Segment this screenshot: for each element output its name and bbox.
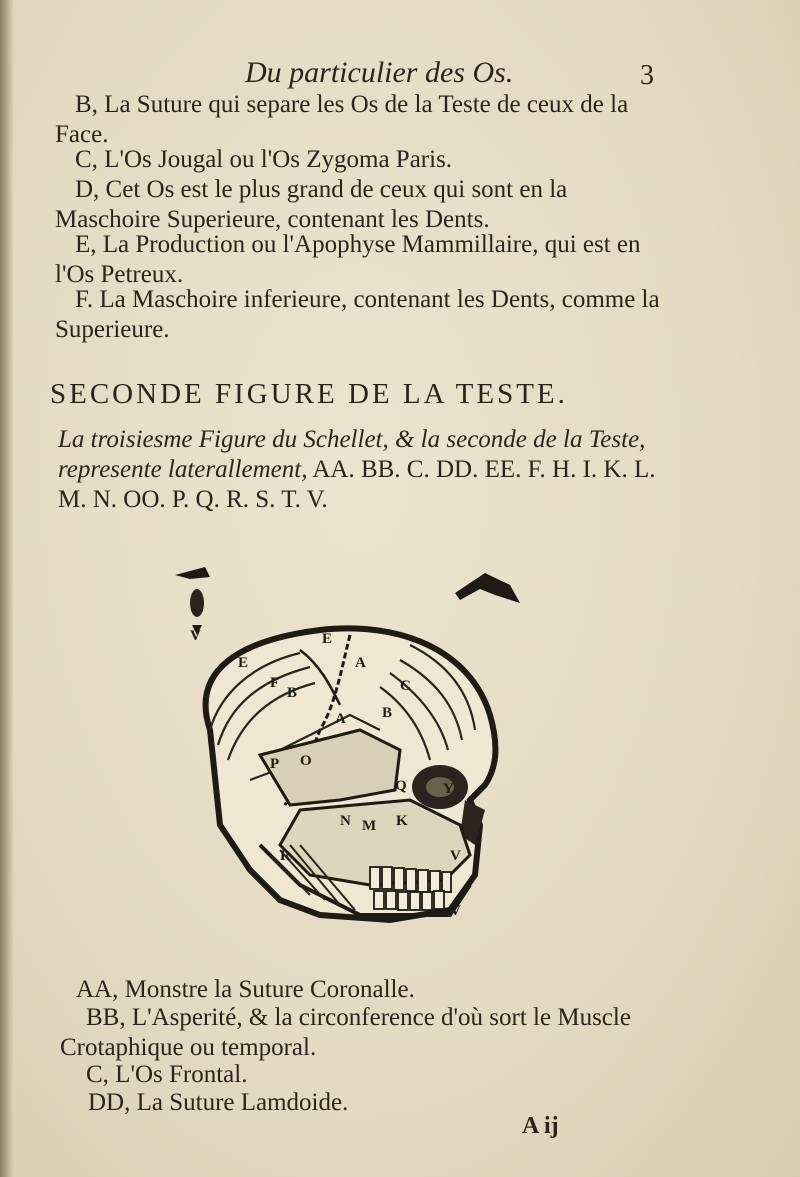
figure-label-e: E (322, 631, 333, 647)
figure-label-b: B (382, 705, 393, 721)
teeth (370, 867, 451, 910)
skull-illustration (150, 555, 540, 940)
figure-label-e: E (238, 655, 249, 671)
signature-mark: A ij (522, 1113, 559, 1139)
figure-label-a: A (335, 711, 346, 727)
figure-label-v: V (450, 903, 461, 919)
figure-label-r: R (280, 848, 291, 864)
figure-label-p: P (270, 756, 280, 772)
entry-e: E, La Production ou l'Apophyse Mammillaire, qui est en l'Os Petreux. (55, 231, 641, 288)
figure-label-a: A (355, 655, 366, 671)
legend-c: C, L'Os Frontal. (86, 1061, 248, 1088)
running-title: Du particulier des Os. (245, 56, 514, 89)
entry-f: F. La Maschoire inferieure, contenant les Dents, comme la Superieure. (55, 286, 660, 343)
figure-label-n: N (340, 813, 351, 829)
legend-bb: BB, L'Asperité, & la circonference d'où sort le Muscle Crotaphique ou temporal. (60, 1004, 631, 1061)
detached-ossicle-right (455, 573, 520, 603)
figure-label-f: F (270, 675, 280, 691)
skull-woodcut-figure (150, 555, 540, 940)
figure-label-o: O (300, 753, 312, 769)
figure-intro (58, 425, 663, 515)
figure-label-b: B (287, 685, 298, 701)
figure-label-y: Y (443, 781, 454, 797)
figure-label-v: V (190, 628, 201, 644)
detached-ossicle-left (175, 567, 210, 635)
entry-b: B, La Suture qui separe les Os de la Teste de ceux de la Face. (55, 91, 629, 148)
legend-aa: AA, Monstre la Suture Coronalle. (76, 976, 415, 1003)
entry-c: C, L'Os Jougal ou l'Os Zygoma Paris. (75, 146, 453, 173)
figure-label-c: C (400, 678, 411, 694)
figure-label-m: M (362, 818, 377, 834)
figure-label-q: Q (395, 778, 407, 794)
intro-letters: AA. BB. C. DD. EE. F. H. I. K. L. M. N. OO. P. Q. R. S. T. V. (58, 456, 656, 513)
book-spine-shadow (0, 0, 14, 1177)
figure-label-v: V (450, 848, 461, 864)
intro-italic-text: La troisiesme Figure du Schellet, & la seconde de la Teste, represente laterallement, (58, 426, 646, 483)
legend-dd: DD, La Suture Lamdoide. (88, 1089, 349, 1116)
section-title: SECONDE FIGURE DE LA TESTE. (50, 378, 568, 410)
page-number: 3 (640, 60, 654, 91)
figure-label-k: K (396, 813, 408, 829)
entry-d: D, Cet Os est le plus grand de ceux qui sont en la Maschoire Superieure, contenant les Dents. (55, 176, 568, 233)
